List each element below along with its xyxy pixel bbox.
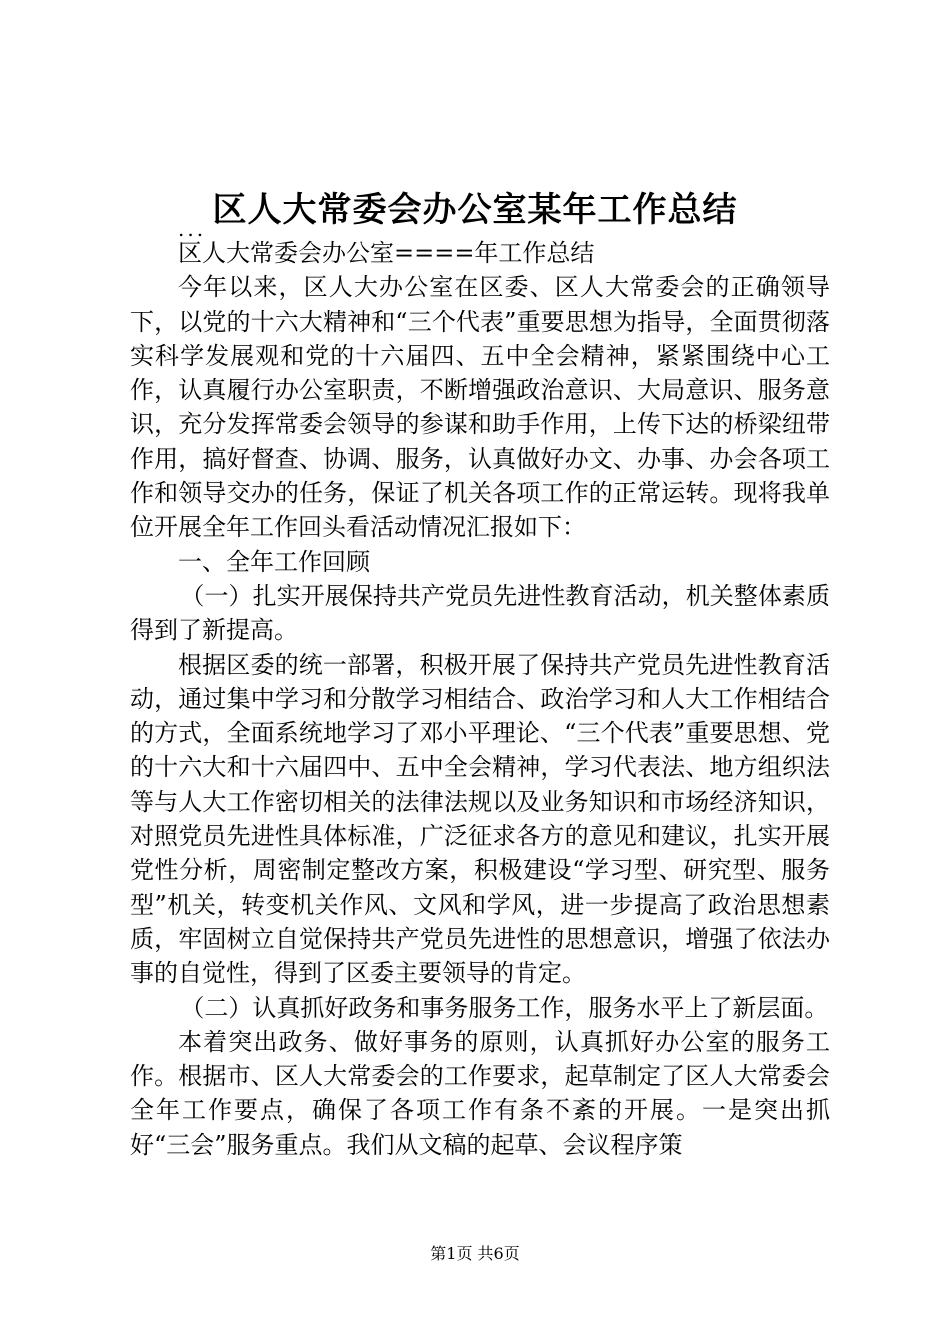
document-title: 区人大常委会办公室某年工作总结 — [212, 190, 738, 230]
subtitle-paragraph: 区人大常委会办公室====年工作总结 — [178, 239, 595, 267]
intro-paragraph: 今年以来，区人大办公室在区委、区人大常委会的正确领导下，以党的十六大精神和“三个代表”重要思想为指导，全面贯彻落实科学发展观和党的十六届四、五中全会精神，紧紧围绕中心工作，认真履行办公室职责，不断增强政治意识、大局意识、服务意识，充分发挥常委会领导的参谋和助手作用，上传下达的桥梁纽带作用，搞好督查、协调、服务，认真做好办文、办事、办会各项工作和领导交办的任务，保证了机关各项工作的正常运转。现将我单位开展全年工作回头看活动情况汇报如下： — [130, 273, 830, 542]
ellipsis-mark: ... — [178, 217, 207, 241]
document-body — [130, 236, 830, 1162]
body-paragraph-1: 根据区委的统一部署，积极开展了保持共产党员先进性教育活动，通过集中学习和分散学习相结合、政治学习和人大工作相结合的方式，全面系统地学习了邓小平理论、“三个代表”重要思想、党的十六大和十六届四中、五中全会精神，学习代表法、地方组织法等与人大工作密切相关的法律法规以及业务知识和市场经济知识，对照党员先进性具体标准，广泛征求各方的意见和建议，扎实开展党性分析，周密制定整改方案，积极建设“学习型、研究型、服务型”机关，转变机关作风、文风和学风，进一步提高了政治思想素质，牢固树立自觉保持共产党员先进性的思想意识，增强了依法办事的自觉性，得到了区委主要领导的肯定。 — [130, 650, 830, 988]
subsection-heading-1: （一）扎实开展保持共产党员先进性教育活动，机关整体素质得到了新提高。 — [130, 581, 830, 645]
section-heading: 一、全年工作回顾 — [178, 547, 370, 576]
body-paragraph-2: 本着突出政务、做好事务的原则，认真抓好办公室的服务工作。根据市、区人大常委会的工作要求，起草制定了区人大常委会全年工作要点，确保了各项工作有条不紊的开展。一是突出抓好“三会”服务重点。我们从文稿的起草、会议程序策 — [130, 1027, 830, 1159]
subsection-heading-2: （二）认真抓好政务和事务服务工作，服务水平上了新层面。 — [180, 993, 829, 1022]
page-indicator: 第1页 共6页 — [430, 1244, 520, 1263]
